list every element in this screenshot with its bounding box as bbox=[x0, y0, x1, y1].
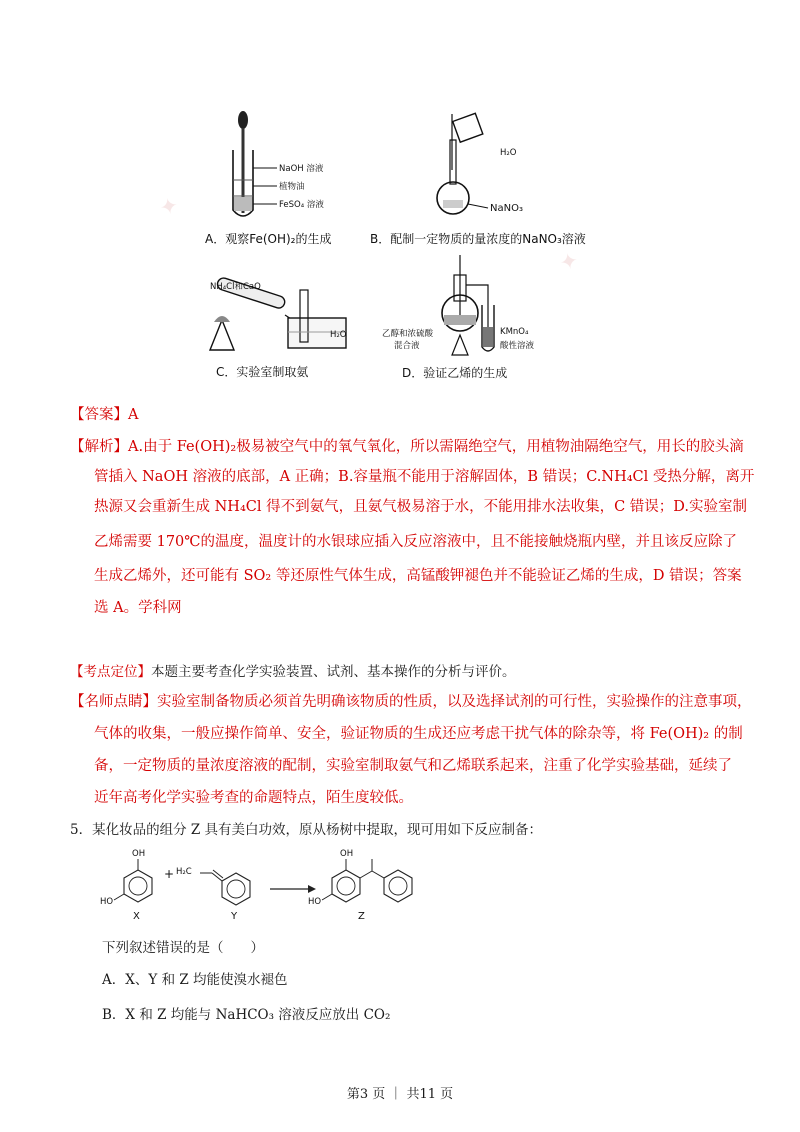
analysis-line-1: 【解析】A.由于 Fe(OH)₂极易被空气中的氧气氧化，所以需隔绝空气，用植物油隔绝空气，用长的胶头滴 bbox=[70, 439, 744, 455]
analysis-line-3: 热源又会重新生成 NH₄Cl 得不到氨气，且氨气极易溶于水，不能用排水法收集，C 错误；D.实验室制 bbox=[94, 499, 748, 515]
z-ho-label: HO bbox=[308, 897, 322, 907]
answer-line bbox=[70, 403, 138, 424]
label-mixture: 混合液 bbox=[394, 341, 420, 351]
figure-c bbox=[200, 260, 370, 380]
label-water: H₂O bbox=[500, 148, 517, 158]
label-acidic: 酸性溶液 bbox=[500, 341, 535, 351]
y-h2c-label: H₂C bbox=[176, 867, 192, 877]
reaction-scheme bbox=[100, 845, 540, 925]
figure-b-caption: B．配制一定物质的量浓度的NaNO₃溶液 bbox=[370, 232, 586, 246]
analysis-tag: 【解析】 bbox=[70, 439, 128, 455]
mingshi-line-1: 【名师点睛】实验室制备物质必须首先明确该物质的性质，以及选择试剂的可行性，实验操作的注意事项， bbox=[70, 694, 752, 710]
kaodian-tag: 【考点定位】 bbox=[70, 664, 151, 680]
mingshi-line-2: 气体的收集，一般应操作简单、安全，验证物质的生成还应考虑干扰气体的除杂等，将 Fe(OH)₂ 的制 bbox=[94, 726, 743, 742]
mingshi-line-3: 备，一定物质的量浓度溶液的配制，实验室制取氨气和乙烯联系起来，注重了化学实验基础，延续了 bbox=[94, 758, 732, 774]
label-water-c: H₂O bbox=[330, 330, 347, 340]
answer-tag: 【答案】 bbox=[70, 407, 128, 423]
question5-stem: 5．某化妆品的组分 Z 具有美白功效，原从杨树中提取，现可用如下反应制备： bbox=[70, 822, 543, 838]
volumetric-flask-apparatus bbox=[430, 110, 540, 220]
figure-d bbox=[380, 255, 540, 380]
mingshi-line-4: 近年高考化学实验考查的命题特点，陌生度较低。 bbox=[94, 790, 413, 806]
figure-b bbox=[370, 110, 630, 245]
label-nano3: NaNO₃ bbox=[490, 203, 523, 214]
kaodian-text: 本题主要考查化学实验装置、试剂、基本操作的分析与评价。 bbox=[151, 664, 516, 680]
analysis-line-2: 管插入 NaOH 溶液的底部，A 正确；B.容量瓶不能用于溶解固体，B 错误；C.NH₄Cl 受热分解，离开 bbox=[94, 469, 755, 485]
analysis-line-5: 生成乙烯外，还可能有 SO₂ 等还原性气体生成，高锰酸钾褪色并不能验证乙烯的生成，D 错误；答案 bbox=[94, 568, 742, 584]
test-tube-apparatus bbox=[223, 110, 283, 225]
analysis-line-6: 选 A。学科网 bbox=[94, 600, 182, 616]
option-b: B．X 和 Z 均能与 NaHCO₃ 溶液反应放出 CO₂ bbox=[102, 1007, 391, 1023]
watermark: ✦ bbox=[157, 193, 181, 222]
ammonia-apparatus bbox=[200, 260, 350, 355]
kaodian-line bbox=[70, 660, 516, 680]
figure-a-caption: A．观察Fe(OH)₂的生成 bbox=[205, 232, 332, 246]
x-ho-label: HO bbox=[100, 897, 114, 907]
label-naoh: NaOH 溶液 bbox=[279, 164, 324, 174]
watermark: ✦ bbox=[557, 248, 581, 277]
label-feso4: FeSO₄ 溶液 bbox=[279, 200, 324, 210]
label-ethanol-acid: 乙醇和浓硫酸 bbox=[382, 329, 434, 339]
compound-z-label: Z bbox=[358, 911, 365, 922]
z-oh-label: OH bbox=[340, 849, 354, 859]
figure-d-caption: D．验证乙烯的生成 bbox=[402, 366, 508, 380]
plus-sign: + bbox=[164, 867, 175, 881]
label-kmno4: KMnO₄ bbox=[500, 327, 529, 337]
label-nh4cl-cao: NH₄Cl和CaO bbox=[210, 282, 261, 292]
figure-a bbox=[205, 110, 375, 245]
x-oh-label: OH bbox=[132, 849, 146, 859]
compound-x-label: X bbox=[133, 911, 140, 922]
reaction-structures bbox=[100, 845, 540, 925]
page-footer: 第3 页 ｜ 共11 页 bbox=[346, 1087, 454, 1102]
question5-prompt: 下列叙述错误的是（ ） bbox=[102, 940, 264, 956]
answer-value: A bbox=[128, 407, 139, 423]
mingshi-tag: 【名师点睛】 bbox=[70, 694, 157, 710]
analysis-line-4: 乙烯需要 170℃的温度，温度计的水银球应插入反应溶液中，且不能接触烧瓶内壁，并且该反应除了 bbox=[94, 534, 738, 550]
option-a: A．X、Y 和 Z 均能使溴水褪色 bbox=[102, 972, 288, 988]
figure-c-caption: C．实验室制取氨 bbox=[216, 365, 309, 379]
label-oil: 植物油 bbox=[279, 182, 305, 192]
compound-y-label: Y bbox=[231, 911, 238, 922]
